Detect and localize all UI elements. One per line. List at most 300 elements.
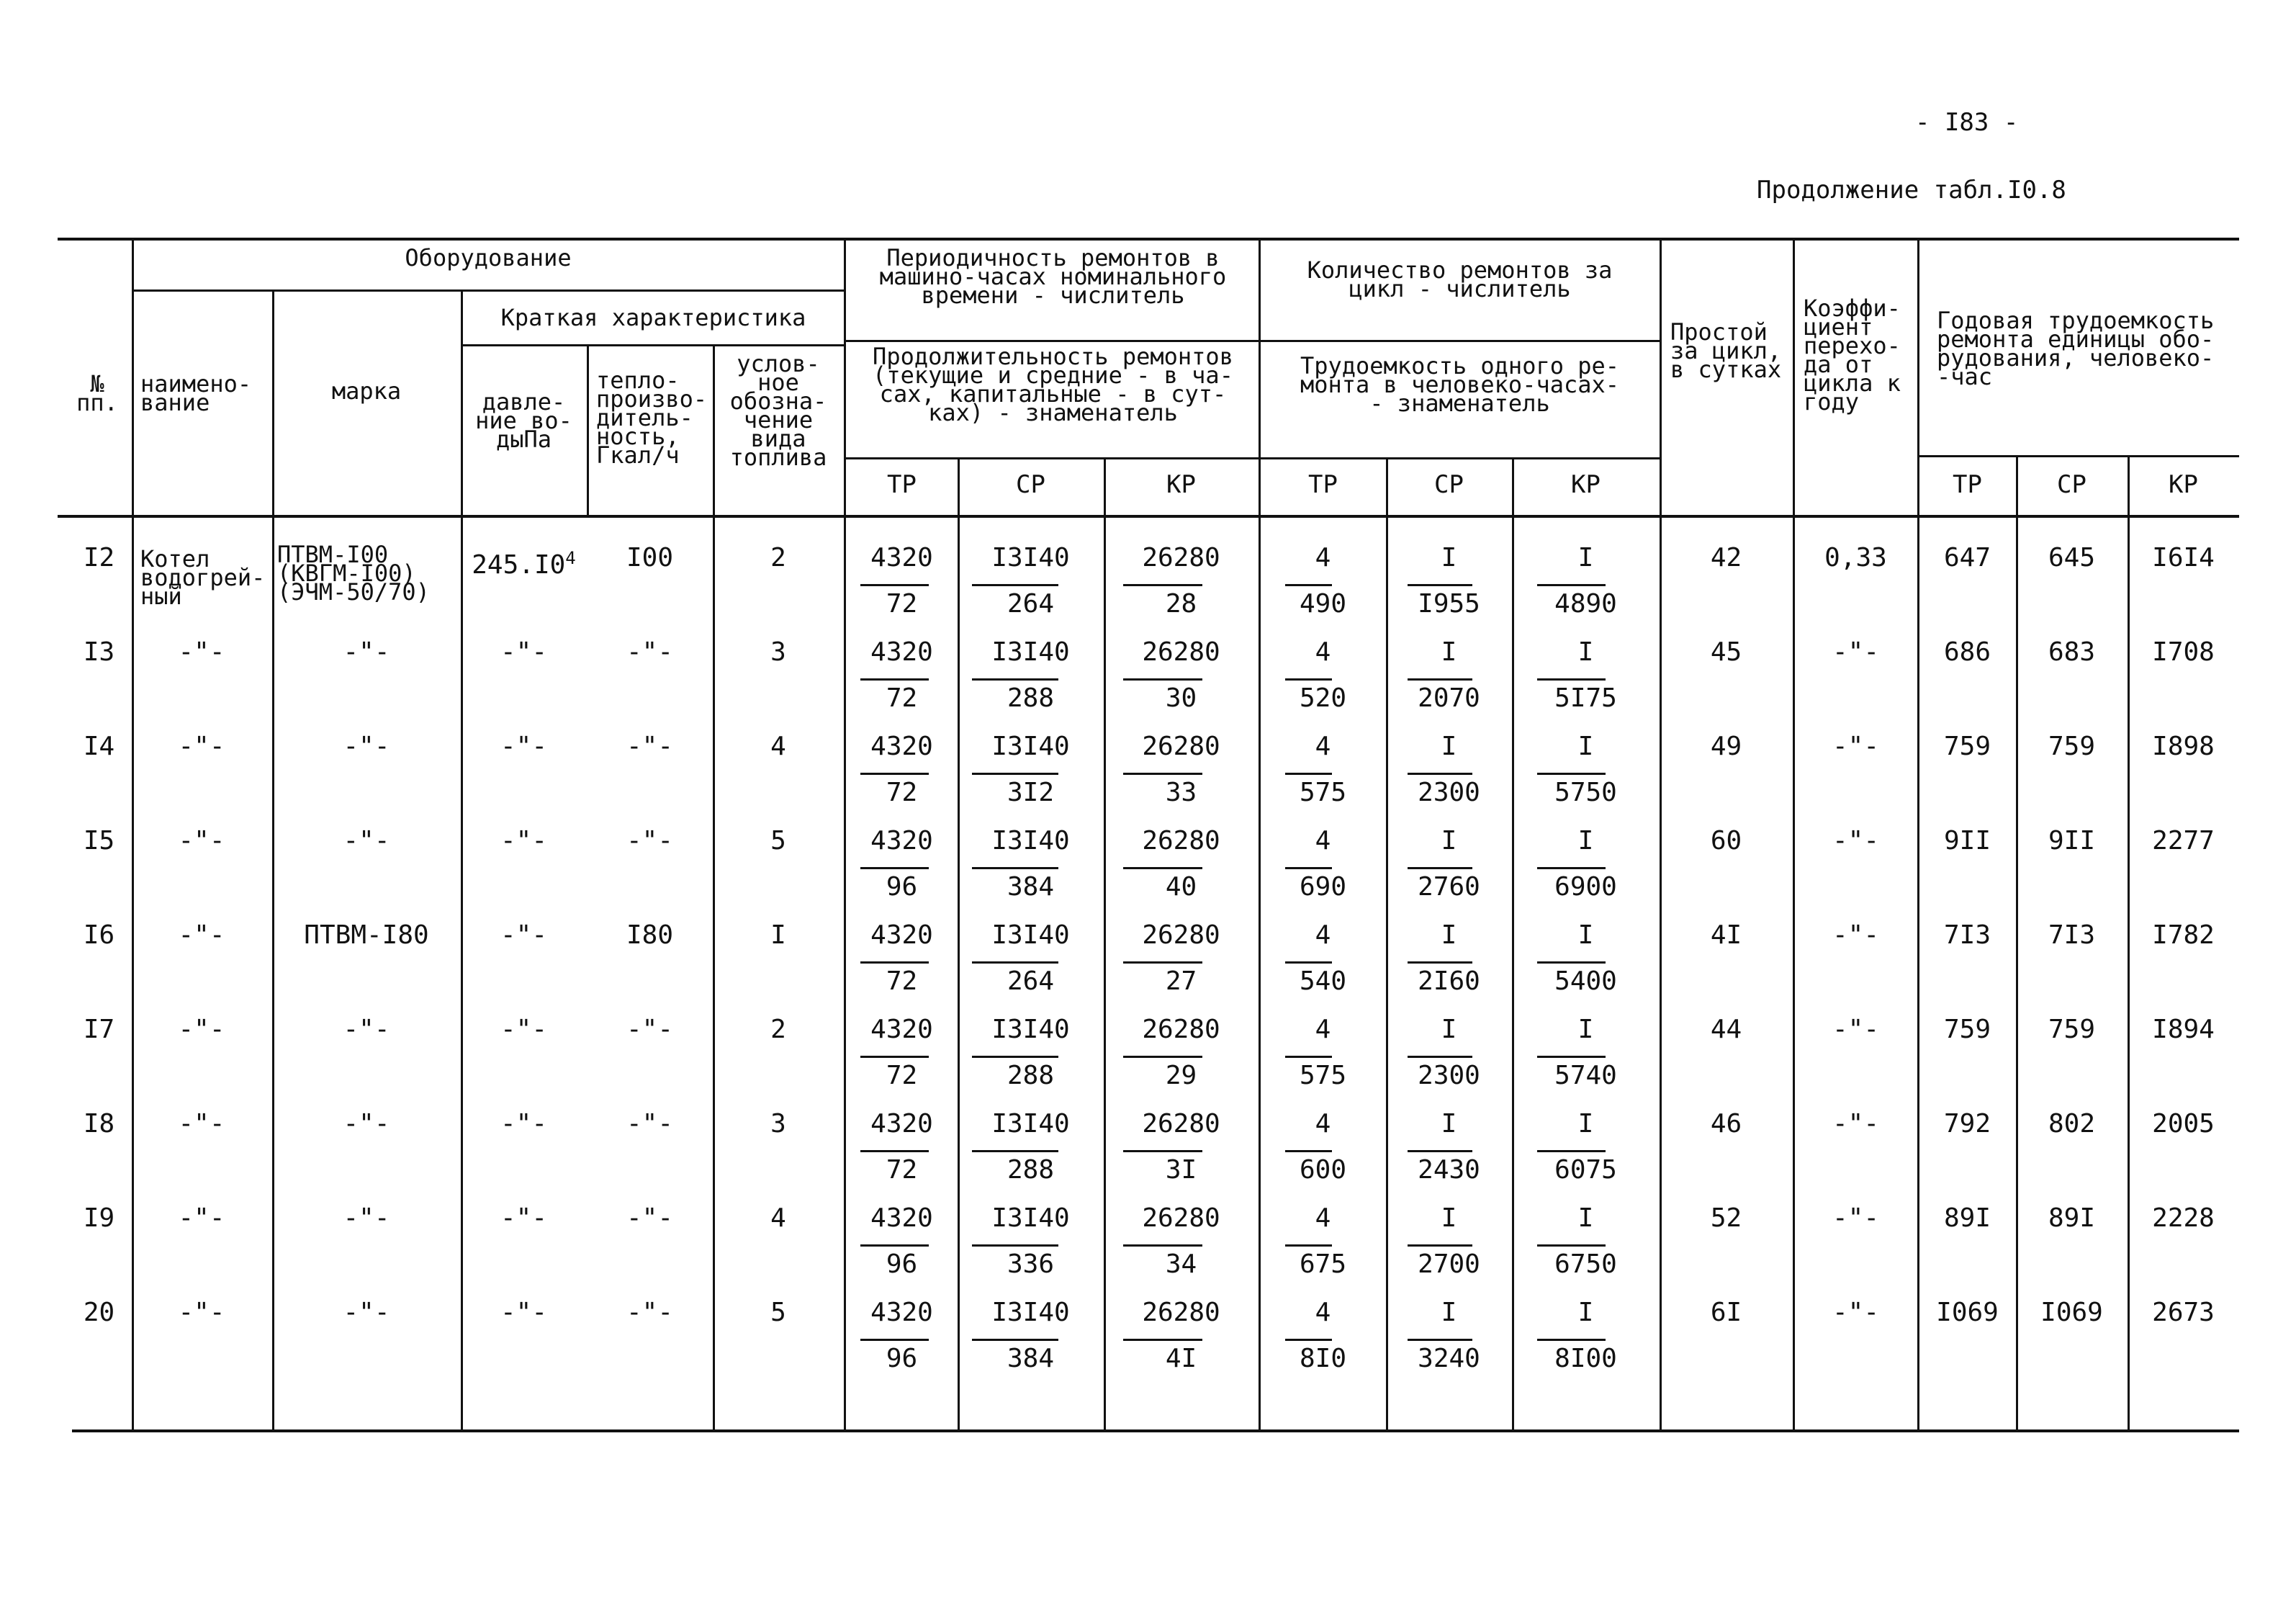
header-name: наимено- вание xyxy=(140,370,252,416)
fraction-bar xyxy=(860,1150,929,1152)
fraction-bar xyxy=(1123,584,1202,586)
cell-brand: -"- xyxy=(343,1015,390,1044)
cell-annual: I6I4 xyxy=(2152,543,2215,573)
fraction-bar xyxy=(972,961,1058,964)
rule xyxy=(272,289,274,1429)
fraction-numerator: I xyxy=(1577,920,1594,950)
cell-pressure xyxy=(461,1015,587,1044)
cell-down: 4I xyxy=(1710,920,1742,950)
fraction-denominator: 72 xyxy=(886,683,918,713)
fraction-denominator: 96 xyxy=(886,872,918,902)
cell-annual: I069 xyxy=(2040,1298,2103,1327)
cell-annual: I069 xyxy=(1936,1298,1999,1327)
cell-fuel: 4 xyxy=(770,732,786,761)
fraction-numerator: 4 xyxy=(1315,826,1331,856)
fraction-numerator: 26280 xyxy=(1142,1298,1220,1327)
pressure-value: -"- xyxy=(500,1203,548,1233)
fraction-denominator: 690 xyxy=(1299,872,1347,902)
header-tr: ТР xyxy=(1953,470,1982,499)
fraction-denominator: 5740 xyxy=(1554,1061,1617,1090)
fraction-denominator: 27 xyxy=(1165,966,1197,996)
header-sr: СР xyxy=(1434,470,1464,499)
fraction-numerator: 4320 xyxy=(870,637,933,667)
fraction-numerator: 26280 xyxy=(1142,1203,1220,1233)
fraction-bar xyxy=(1285,1150,1332,1152)
cell-down: 6I xyxy=(1710,1298,1742,1327)
fraction-numerator: I3I40 xyxy=(991,920,1070,950)
cell-annual: 759 xyxy=(1943,1015,1991,1044)
cell-heat: I80 xyxy=(626,920,674,950)
pressure-value: -"- xyxy=(500,1015,548,1044)
cell-annual: I708 xyxy=(2152,637,2215,667)
cell-pressure xyxy=(461,1298,587,1327)
header-labor: Трудоемкость одного ре- монта в человеко-часах- - знаменатель xyxy=(1300,352,1620,417)
fraction-numerator: 4 xyxy=(1315,1015,1331,1044)
fraction-denominator: 2700 xyxy=(1418,1249,1480,1279)
fraction-numerator: 26280 xyxy=(1142,1015,1220,1044)
fraction-denominator: 30 xyxy=(1165,683,1197,713)
fraction-denominator: 4890 xyxy=(1554,589,1617,619)
fraction-numerator: 26280 xyxy=(1142,543,1220,573)
fraction-numerator: I xyxy=(1577,826,1594,856)
cell-coef: -"- xyxy=(1832,1109,1880,1139)
header-coef: Коэффи- циент перехо- да от цикла к году xyxy=(1804,295,1901,416)
cell-down: 44 xyxy=(1710,1015,1742,1044)
cell-name: -"- xyxy=(178,1015,225,1044)
fraction-denominator: 3I2 xyxy=(1007,778,1055,807)
cell-brand: -"- xyxy=(343,1298,390,1327)
fraction-denominator: 8I0 xyxy=(1299,1344,1347,1373)
fraction-bar xyxy=(972,1244,1058,1247)
table-continuation-title: Продолжение табл.I0.8 xyxy=(1757,176,2066,205)
fraction-numerator: 4320 xyxy=(870,732,933,761)
cell-heat: -"- xyxy=(626,826,674,856)
pressure-value: -"- xyxy=(500,826,548,856)
cell-n: I8 xyxy=(83,1109,115,1139)
fraction-bar xyxy=(1537,584,1606,586)
rule xyxy=(713,344,715,1429)
fraction-bar xyxy=(860,1056,929,1058)
header-periodicity: Периодичность ремонтов в машино-часах номинального времени - числитель xyxy=(879,244,1227,309)
cell-heat: I00 xyxy=(626,543,674,573)
cell-annual: 683 xyxy=(2048,637,2096,667)
cell-name: -"- xyxy=(178,920,225,950)
fraction-denominator: 8I00 xyxy=(1554,1344,1617,1373)
header-sr: СР xyxy=(1016,470,1045,499)
fraction-numerator: I xyxy=(1577,732,1594,761)
fraction-denominator: 4I xyxy=(1165,1344,1197,1373)
fraction-bar xyxy=(1408,584,1472,586)
fraction-denominator: I955 xyxy=(1418,589,1480,619)
fraction-numerator: 4320 xyxy=(870,1015,933,1044)
fraction-bar xyxy=(972,1150,1058,1152)
cell-annual: 7I3 xyxy=(2048,920,2096,950)
cell-heat: -"- xyxy=(626,1298,674,1327)
fraction-numerator: 4 xyxy=(1315,920,1331,950)
cell-annual: 2228 xyxy=(2152,1203,2215,1233)
cell-down: 49 xyxy=(1710,732,1742,761)
fraction-denominator: 264 xyxy=(1007,589,1055,619)
fraction-numerator: 4 xyxy=(1315,1109,1331,1139)
cell-name: -"- xyxy=(178,637,225,667)
pressure-value: -"- xyxy=(500,920,548,950)
fraction-numerator: I3I40 xyxy=(991,1109,1070,1139)
fraction-denominator: 540 xyxy=(1299,966,1347,996)
fraction-numerator: I xyxy=(1441,826,1457,856)
fraction-denominator: 29 xyxy=(1165,1061,1197,1090)
cell-annual: 759 xyxy=(1943,732,1991,761)
pressure-value: -"- xyxy=(500,732,548,761)
fraction-denominator: 2300 xyxy=(1418,1061,1480,1090)
fraction-bar xyxy=(1537,1244,1606,1247)
fraction-numerator: I xyxy=(1577,1298,1594,1327)
pressure-value: -"- xyxy=(500,637,548,667)
fraction-bar xyxy=(972,678,1058,681)
fraction-bar xyxy=(1285,1056,1332,1058)
fraction-bar xyxy=(860,678,929,681)
fraction-denominator: 2760 xyxy=(1418,872,1480,902)
rule xyxy=(461,289,463,1429)
rule xyxy=(1919,455,2239,457)
cell-annual: 89I xyxy=(2048,1203,2096,1233)
rule xyxy=(846,457,1660,459)
fraction-bar xyxy=(1537,867,1606,869)
cell-pressure xyxy=(461,732,587,761)
cell-coef: -"- xyxy=(1832,732,1880,761)
fraction-numerator: I xyxy=(1441,1015,1457,1044)
fraction-denominator: 72 xyxy=(886,589,918,619)
fraction-numerator: 26280 xyxy=(1142,826,1220,856)
cell-brand: ПТВМ-I80 xyxy=(304,920,429,950)
fraction-numerator: 4 xyxy=(1315,637,1331,667)
fraction-numerator: I xyxy=(1577,1015,1594,1044)
table-bottom-rule xyxy=(72,1429,2239,1432)
fraction-bar xyxy=(1537,1150,1606,1152)
cell-brand: -"- xyxy=(343,732,390,761)
fraction-denominator: 3240 xyxy=(1418,1344,1480,1373)
fraction-denominator: 6900 xyxy=(1554,872,1617,902)
cell-n: 20 xyxy=(83,1298,115,1327)
fraction-denominator: 575 xyxy=(1299,778,1347,807)
fraction-bar xyxy=(1537,961,1606,964)
page-number: - I83 - xyxy=(1915,108,2019,137)
fraction-denominator: 2070 xyxy=(1418,683,1480,713)
fraction-numerator: I3I40 xyxy=(991,826,1070,856)
pressure-exponent: 4 xyxy=(565,548,576,568)
fraction-bar xyxy=(1537,678,1606,681)
fraction-bar xyxy=(860,584,929,586)
fraction-bar xyxy=(1285,1339,1332,1341)
cell-coef: -"- xyxy=(1832,1298,1880,1327)
header-tr: ТР xyxy=(887,470,917,499)
fraction-denominator: 72 xyxy=(886,1061,918,1090)
fraction-numerator: 4 xyxy=(1315,1203,1331,1233)
cell-fuel: 5 xyxy=(770,826,786,856)
header-pressure: давле- ние во- дыПа xyxy=(475,388,572,453)
fraction-numerator: I3I40 xyxy=(991,732,1070,761)
fraction-bar xyxy=(972,584,1058,586)
cell-brand: -"- xyxy=(343,826,390,856)
cell-n: I7 xyxy=(83,1015,115,1044)
header-brief: Краткая характеристика xyxy=(500,304,806,331)
fraction-numerator: I3I40 xyxy=(991,543,1070,573)
fraction-numerator: 4320 xyxy=(870,1203,933,1233)
fraction-bar xyxy=(1408,1056,1472,1058)
header-kr: КР xyxy=(1166,470,1196,499)
fraction-denominator: 2300 xyxy=(1418,778,1480,807)
fraction-denominator: 336 xyxy=(1007,1249,1055,1279)
fraction-denominator: 675 xyxy=(1299,1249,1347,1279)
header-heat: тепло- произво- дитель- ность, Гкал/ч xyxy=(596,367,708,469)
fraction-denominator: 72 xyxy=(886,1155,918,1185)
fraction-denominator: 6750 xyxy=(1554,1249,1617,1279)
fraction-bar xyxy=(972,1056,1058,1058)
fraction-bar xyxy=(1408,867,1472,869)
cell-fuel: 2 xyxy=(770,1015,786,1044)
cell-n: I3 xyxy=(83,637,115,667)
fraction-numerator: I3I40 xyxy=(991,1203,1070,1233)
cell-n: I9 xyxy=(83,1203,115,1233)
rule xyxy=(133,289,846,292)
fraction-bar xyxy=(972,773,1058,775)
fraction-numerator: 26280 xyxy=(1142,637,1220,667)
fraction-numerator: I xyxy=(1441,543,1457,573)
fraction-denominator: 34 xyxy=(1165,1249,1197,1279)
fraction-denominator: 384 xyxy=(1007,1344,1055,1373)
cell-annual: I898 xyxy=(2152,732,2215,761)
table-top-rule xyxy=(58,238,2239,241)
fraction-numerator: I3I40 xyxy=(991,1298,1070,1327)
header-equipment: Оборудование xyxy=(405,244,572,271)
cell-pressure xyxy=(461,638,587,667)
fraction-numerator: I xyxy=(1441,1203,1457,1233)
cell-coef: -"- xyxy=(1832,637,1880,667)
fraction-bar xyxy=(1123,1150,1202,1152)
cell-annual: 686 xyxy=(1943,637,1991,667)
fraction-numerator: 4 xyxy=(1315,1298,1331,1327)
cell-annual: 9II xyxy=(1943,826,1991,856)
cell-annual: 2005 xyxy=(2152,1109,2215,1139)
fraction-bar xyxy=(860,773,929,775)
fraction-bar xyxy=(1408,1150,1472,1152)
fraction-numerator: 4320 xyxy=(870,543,933,573)
fraction-numerator: 4 xyxy=(1315,732,1331,761)
cell-coef: 0,33 xyxy=(1824,543,1887,573)
fraction-denominator: 490 xyxy=(1299,589,1347,619)
fraction-bar xyxy=(860,1244,929,1247)
cell-pressure xyxy=(461,827,587,856)
cell-annual: 2277 xyxy=(2152,826,2215,856)
cell-fuel: I xyxy=(770,920,786,950)
fraction-bar xyxy=(1123,773,1202,775)
header-fuel: услов- ное обозна- чение вида топлива xyxy=(729,350,827,471)
cell-pressure xyxy=(461,921,587,950)
fraction-denominator: 5400 xyxy=(1554,966,1617,996)
header-bottom-rule xyxy=(58,515,2239,518)
fraction-bar xyxy=(1408,678,1472,681)
fraction-numerator: I xyxy=(1577,1203,1594,1233)
fraction-bar xyxy=(1285,867,1332,869)
fraction-bar xyxy=(972,867,1058,869)
fraction-bar xyxy=(972,1339,1058,1341)
cell-pressure xyxy=(461,544,587,580)
cell-name: -"- xyxy=(178,732,225,761)
fraction-bar xyxy=(1123,867,1202,869)
fraction-bar xyxy=(1285,961,1332,964)
cell-annual: 759 xyxy=(2048,732,2096,761)
cell-fuel: 5 xyxy=(770,1298,786,1327)
fraction-bar xyxy=(1123,961,1202,964)
cell-name: -"- xyxy=(178,1298,225,1327)
fraction-denominator: 5I75 xyxy=(1554,683,1617,713)
cell-coef: -"- xyxy=(1832,826,1880,856)
fraction-denominator: 96 xyxy=(886,1249,918,1279)
fraction-numerator: I3I40 xyxy=(991,637,1070,667)
fraction-denominator: 72 xyxy=(886,778,918,807)
cell-heat: -"- xyxy=(626,1015,674,1044)
fraction-denominator: 288 xyxy=(1007,1155,1055,1185)
rule xyxy=(846,340,1260,342)
fraction-numerator: I xyxy=(1441,1109,1457,1139)
pressure-value: -"- xyxy=(500,1298,548,1327)
cell-annual: I894 xyxy=(2152,1015,2215,1044)
fraction-denominator: 28 xyxy=(1165,589,1197,619)
fraction-denominator: 384 xyxy=(1007,872,1055,902)
fraction-numerator: 26280 xyxy=(1142,1109,1220,1139)
fraction-denominator: 288 xyxy=(1007,1061,1055,1090)
cell-n: I6 xyxy=(83,920,115,950)
cell-heat: -"- xyxy=(626,1109,674,1139)
fraction-bar xyxy=(1537,773,1606,775)
cell-down: 46 xyxy=(1710,1109,1742,1139)
cell-brand: -"- xyxy=(343,637,390,667)
cell-brand: -"- xyxy=(343,1203,390,1233)
cell-annual: 2673 xyxy=(2152,1298,2215,1327)
fraction-numerator: I xyxy=(1577,1109,1594,1139)
fraction-denominator: 5750 xyxy=(1554,778,1617,807)
cell-name: -"- xyxy=(178,826,225,856)
cell-n: I4 xyxy=(83,732,115,761)
fraction-bar xyxy=(1285,773,1332,775)
fraction-bar xyxy=(1285,678,1332,681)
fraction-denominator: 33 xyxy=(1165,778,1197,807)
cell-annual: 802 xyxy=(2048,1109,2096,1139)
fraction-bar xyxy=(860,961,929,964)
pressure-value: 245.I0 xyxy=(472,550,566,580)
fraction-denominator: 575 xyxy=(1299,1061,1347,1090)
fraction-bar xyxy=(1123,678,1202,681)
fraction-denominator: 264 xyxy=(1007,966,1055,996)
header-num: № пп. xyxy=(76,370,118,416)
header-brand: марка xyxy=(331,377,402,405)
fraction-numerator: 4320 xyxy=(870,1298,933,1327)
fraction-numerator: I xyxy=(1577,637,1594,667)
cell-name: -"- xyxy=(178,1203,225,1233)
fraction-denominator: 72 xyxy=(886,966,918,996)
fraction-denominator: 520 xyxy=(1299,683,1347,713)
header-downtime: Простой за цикл, в сутках xyxy=(1670,318,1782,383)
cell-annual: 792 xyxy=(1943,1109,1991,1139)
fraction-bar xyxy=(1537,1339,1606,1341)
cell-annual: 759 xyxy=(2048,1015,2096,1044)
cell-annual: 7I3 xyxy=(1943,920,1991,950)
fraction-numerator: 4320 xyxy=(870,920,933,950)
cell-heat: -"- xyxy=(626,732,674,761)
cell-name: -"- xyxy=(178,1109,225,1139)
fraction-denominator: 96 xyxy=(886,1344,918,1373)
cell-annual: 9II xyxy=(2048,826,2096,856)
cell-heat: -"- xyxy=(626,1203,674,1233)
cell-annual: I782 xyxy=(2152,920,2215,950)
fraction-bar xyxy=(860,867,929,869)
header-kr: КР xyxy=(1571,470,1601,499)
fraction-numerator: 4 xyxy=(1315,543,1331,573)
fraction-denominator: 2430 xyxy=(1418,1155,1480,1185)
cell-n: I2 xyxy=(83,543,115,573)
cell-heat: -"- xyxy=(626,637,674,667)
header-count: Количество ремонтов за цикл - числитель xyxy=(1307,256,1613,302)
cell-fuel: 3 xyxy=(770,637,786,667)
cell-fuel: 3 xyxy=(770,1109,786,1139)
cell-fuel: 2 xyxy=(770,543,786,573)
fraction-bar xyxy=(1285,1244,1332,1247)
cell-coef: -"- xyxy=(1832,1203,1880,1233)
header-tr: ТР xyxy=(1308,470,1338,499)
fraction-denominator: 600 xyxy=(1299,1155,1347,1185)
cell-name: Котел водогрей- ный xyxy=(140,545,266,610)
fraction-denominator: 6075 xyxy=(1554,1155,1617,1185)
fraction-denominator: 2I60 xyxy=(1418,966,1480,996)
fraction-bar xyxy=(1123,1056,1202,1058)
fraction-numerator: 26280 xyxy=(1142,732,1220,761)
cell-brand: -"- xyxy=(343,1109,390,1139)
cell-coef: -"- xyxy=(1832,1015,1880,1044)
cell-down: 45 xyxy=(1710,637,1742,667)
cell-n: I5 xyxy=(83,826,115,856)
cell-coef: -"- xyxy=(1832,920,1880,950)
cell-pressure xyxy=(461,1204,587,1233)
fraction-numerator: I xyxy=(1441,637,1457,667)
fraction-bar xyxy=(1408,1244,1472,1247)
fraction-numerator: I xyxy=(1441,920,1457,950)
rule xyxy=(1260,340,1660,342)
fraction-bar xyxy=(1408,773,1472,775)
fraction-numerator: 4320 xyxy=(870,1109,933,1139)
fraction-bar xyxy=(1537,1056,1606,1058)
cell-pressure xyxy=(461,1110,587,1139)
header-kr: КР xyxy=(2169,470,2198,499)
fraction-numerator: 26280 xyxy=(1142,920,1220,950)
fraction-bar xyxy=(1123,1339,1202,1341)
header-duration: Продолжительность ремонтов (текущие и средние - в ча- сах, капитальные - в сут- ках) - знаменатель xyxy=(873,343,1233,426)
header-sr: СР xyxy=(2057,470,2086,499)
pressure-value: -"- xyxy=(500,1109,548,1139)
header-annual: Годовая трудоемкость ремонта единицы обо- рудования, человеко- -час xyxy=(1937,307,2215,390)
cell-fuel: 4 xyxy=(770,1203,786,1233)
cell-annual: 647 xyxy=(1943,543,1991,573)
cell-down: 42 xyxy=(1710,543,1742,573)
cell-annual: 645 xyxy=(2048,543,2096,573)
fraction-bar xyxy=(1408,1339,1472,1341)
fraction-bar xyxy=(860,1339,929,1341)
fraction-bar xyxy=(1285,584,1332,586)
fraction-numerator: I xyxy=(1577,543,1594,573)
cell-brand: ПТВМ-I00 (КВГМ-I00) (ЭЧМ-50/70) xyxy=(277,541,430,606)
fraction-denominator: 3I xyxy=(1165,1155,1197,1185)
fraction-bar xyxy=(1123,1244,1202,1247)
rule xyxy=(461,344,846,346)
fraction-denominator: 288 xyxy=(1007,683,1055,713)
